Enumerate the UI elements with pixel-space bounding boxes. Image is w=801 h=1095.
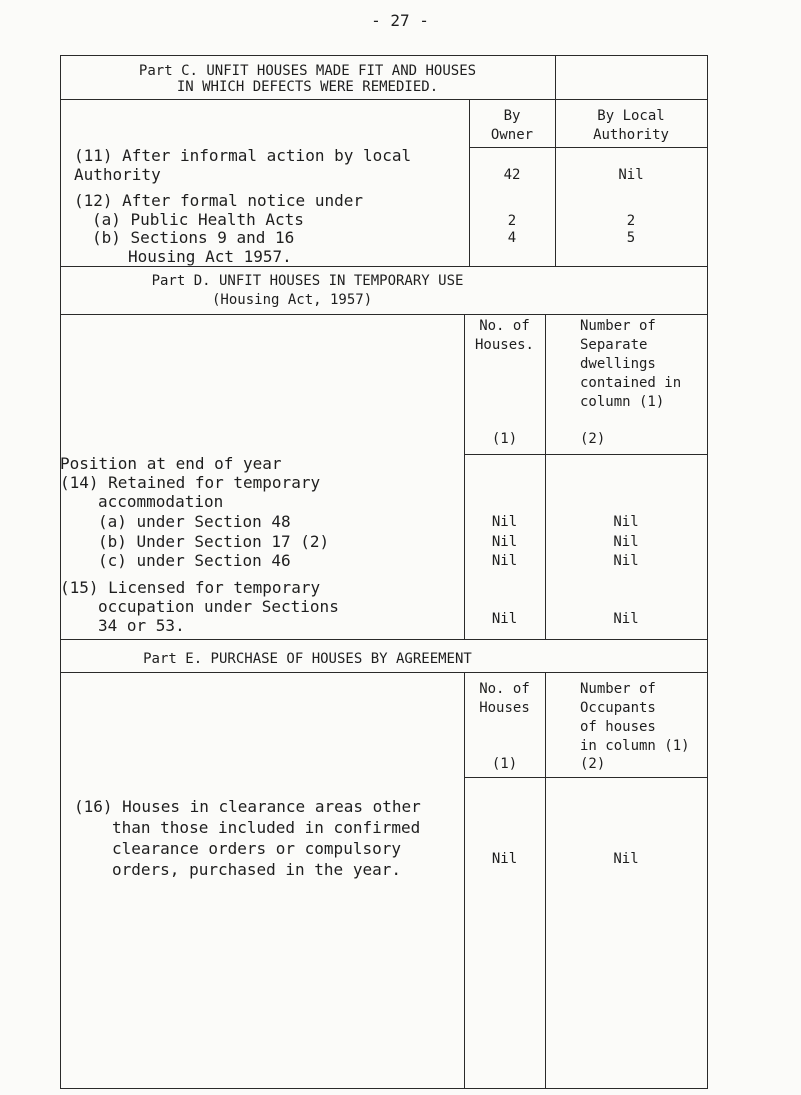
row-15-label-1: (15) Licensed for temporary <box>60 578 321 597</box>
row-14a-label: (a) under Section 48 <box>98 512 291 531</box>
part-e-col1-line2: Houses <box>479 700 530 716</box>
row-16-label-1: (16) Houses in clearance areas other <box>74 797 421 816</box>
part-d-position: Position at end of year <box>60 454 282 473</box>
row-14-label-1: (14) Retained for temporary <box>60 473 321 492</box>
row-16-label-3: clearance orders or compulsory <box>112 839 401 858</box>
row-12-label: (12) After formal notice under <box>74 191 363 210</box>
page-number: - 27 - <box>371 11 429 30</box>
row-11-label-2: Authority <box>74 165 161 184</box>
row-15-label-3: 34 or 53. <box>98 616 185 635</box>
row-14-label-2: accommodation <box>98 492 224 511</box>
row-12b-label-1: (b) Sections 9 and 16 <box>92 228 295 247</box>
row-16-label-4: orders, purchased in the year. <box>112 860 401 879</box>
col-by-owner-2: Owner <box>490 127 534 143</box>
row-16-v2: Nil <box>613 851 639 867</box>
row-14a-v1: Nil <box>491 514 518 530</box>
row-14c-label: (c) under Section 46 <box>98 551 291 570</box>
row-14c-v2: Nil <box>613 553 639 569</box>
part-d-col2-line4: contained in <box>580 375 682 391</box>
col-by-la-2: Authority <box>593 127 669 143</box>
row-15-v1: Nil <box>491 611 518 627</box>
row-11-owner: 42 <box>503 167 521 183</box>
row-12a-la: 2 <box>626 213 636 229</box>
row-15-label-2: occupation under Sections <box>98 597 339 616</box>
part-d-col2-line3: dwellings <box>580 356 656 372</box>
part-e-col2-line4: in column (1) <box>580 738 690 754</box>
row-12b-label-2: Housing Act 1957. <box>128 247 292 266</box>
part-d-col2-num: (2) <box>580 431 606 447</box>
col-by-la-1: By Local <box>597 108 665 124</box>
part-d-title-line2: (Housing Act, 1957) <box>212 292 373 308</box>
row-14b-v2: Nil <box>613 534 639 550</box>
part-c-title-line1: Part C. UNFIT HOUSES MADE FIT AND HOUSES <box>138 63 477 79</box>
part-d-col1-line1: No. of <box>479 318 530 334</box>
row-16-v1: Nil <box>491 851 518 867</box>
part-e-col1-num: (1) <box>491 756 518 772</box>
part-d-title-line1: Part D. UNFIT HOUSES IN TEMPORARY USE <box>151 273 464 289</box>
row-11-label-1: (11) After informal action by local <box>74 146 412 165</box>
row-12a-label: (a) Public Health Acts <box>92 210 304 229</box>
part-e-col2-line1: Number of <box>580 681 656 697</box>
part-e-col2-line2: Occupants <box>580 700 656 716</box>
part-d-col2-line1: Number of <box>580 318 656 334</box>
row-14b-label: (b) Under Section 17 (2) <box>98 532 330 551</box>
row-14c-v1: Nil <box>491 553 518 569</box>
row-16-label-2: than those included in confirmed <box>112 818 421 837</box>
row-12a-owner: 2 <box>507 213 517 229</box>
row-11-la: Nil <box>618 167 644 183</box>
part-e-col2-line3: of houses <box>580 719 656 735</box>
row-15-v2: Nil <box>613 611 639 627</box>
col-by-owner-1: By <box>503 108 521 124</box>
part-c-title-line2: IN WHICH DEFECTS WERE REMEDIED. <box>176 79 439 95</box>
part-d-col1-num: (1) <box>491 431 518 447</box>
part-e-col1-line1: No. of <box>479 681 530 697</box>
part-e-title: Part E. PURCHASE OF HOUSES BY AGREEMENT <box>143 651 472 667</box>
row-12b-la: 5 <box>626 230 636 246</box>
row-12b-owner: 4 <box>507 230 517 246</box>
row-14a-v2: Nil <box>613 514 639 530</box>
part-d-col1-line2: Houses. <box>474 337 534 353</box>
part-d-col2-line5: column (1) <box>580 394 665 410</box>
part-e-col2-num: (2) <box>580 756 606 772</box>
row-14b-v1: Nil <box>491 534 518 550</box>
part-d-col2-line2: Separate <box>580 337 648 353</box>
